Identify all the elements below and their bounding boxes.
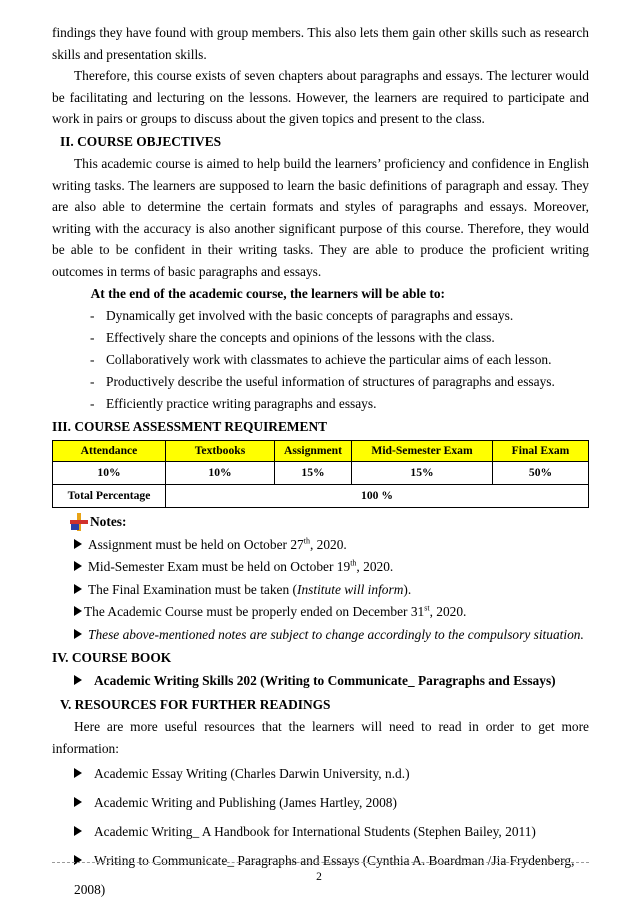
dash-marker: - — [90, 395, 95, 411]
table-cell: 15% — [275, 461, 352, 484]
table-row — [53, 461, 589, 484]
arrow-bullet-icon — [74, 629, 82, 639]
list-item: Writing to Communicate_ Paragraphs and Essays (Cynthia A. Boardman /Jia Frydenberg, 2008) — [74, 853, 575, 898]
column-header: Mid-Semester Exam — [352, 440, 493, 461]
assessment-heading: III. COURSE ASSESSMENT REQUIREMENT — [52, 418, 328, 434]
list-item: Academic Writing_ A Handbook for International Students (Stephen Bailey, 2011) — [74, 817, 589, 846]
arrow-bullet-icon — [74, 561, 82, 571]
dash-marker: - — [90, 329, 95, 345]
column-header: Final Exam — [493, 440, 589, 461]
arrow-bullet-icon — [74, 584, 82, 594]
table-header-row — [53, 440, 589, 461]
note-item: The Final Examination must be taken (Institute will inform). — [74, 579, 589, 602]
arrow-bullet-icon — [74, 675, 82, 685]
table-cell: 10% — [166, 461, 275, 484]
table-cell: 10% — [53, 461, 166, 484]
column-header: Textbooks — [166, 440, 275, 461]
arrow-bullet-icon — [74, 797, 82, 807]
arrow-bullet-icon — [74, 826, 82, 836]
list-item: - Collaboratively work with classmates to achieve the particular aims of each lesson. — [90, 349, 589, 371]
document-page — [52, 22, 589, 904]
dash-marker: - — [90, 373, 95, 389]
arrow-bullet-icon — [74, 606, 82, 616]
list-item: - Efficiently practice writing paragraphs and essays. — [90, 393, 589, 415]
note-item: Mid-Semester Exam must be held on October 19th, 2020. — [74, 556, 589, 579]
objectives-subheading — [74, 283, 589, 305]
list-item: - Productively describe the useful information of structures of paragraphs and essays. — [90, 371, 589, 393]
note-item: The Academic Course must be properly ended on December 31st, 2020. — [74, 601, 589, 624]
dash-marker: - — [90, 307, 95, 323]
notes-section — [52, 510, 589, 647]
column-header: Assignment — [275, 440, 352, 461]
resources-heading: V. RESOURCES FOR FURTHER READINGS — [60, 697, 331, 713]
objectives-heading: II. COURSE OBJECTIVES — [60, 133, 222, 149]
table-cell: 15% — [352, 461, 493, 484]
course-book-title: Academic Writing Skills 202 (Writing to Communicate_ Paragraphs and Essays) — [74, 669, 589, 693]
list-item: Academic Writing and Publishing (James Hartley, 2008) — [74, 788, 589, 817]
column-header: Attendance — [53, 440, 166, 461]
arrow-bullet-icon — [74, 539, 82, 549]
arrow-bullet-icon — [74, 855, 82, 865]
list-item: - Dynamically get involved with the basic concepts of paragraphs and essays. — [90, 305, 589, 327]
table-cell: 50% — [493, 461, 589, 484]
note-item: These above-mentioned notes are subject to change accordingly to the compulsory situation. — [74, 624, 589, 647]
total-value-cell: 100 % — [166, 484, 589, 507]
list-item: Academic Essay Writing (Charles Darwin University, n.d.) — [74, 759, 589, 788]
resources-intro: Here are more useful resources that the learners will need to read in order to get more information: — [52, 719, 589, 756]
intro-paragraph-1: findings they have found with group members. This also lets them gain other skills such as research skills and presentation skills. — [52, 25, 589, 62]
intro-paragraph-2: Therefore, this course exists of seven chapters about paragraphs and essays. The lecturer would be facilitating and lecturing on the lessons. However, the learners are required to participate and work in pairs or groups to discuss about the given topics and present to the class. — [52, 68, 589, 127]
list-item: - Effectively share the concepts and opinions of the lessons with the class. — [90, 327, 589, 349]
footer-divider — [52, 862, 589, 863]
course-book-heading: IV. COURSE BOOK — [52, 650, 172, 666]
total-label-cell: Total Percentage — [53, 484, 166, 507]
objectives-list — [52, 305, 589, 415]
pushpin-icon — [70, 513, 88, 531]
note-item: Assignment must be held on October 27th, 2020. — [74, 534, 589, 557]
assessment-table — [52, 440, 589, 508]
table-row — [53, 484, 589, 507]
arrow-bullet-icon — [74, 768, 82, 778]
objectives-paragraph: This academic course is aimed to help build the learners’ proficiency and confidence in English writing tasks. The learners are supposed to learn the basic definitions of paragraph and essay. They are also able to determine the certain formats and styles of paragraphs and essays. Moreover, writing with the accuracy is also another significant purpose of this course. Therefore, they would be able to be confident in their writing tasks. They are able to produce the proficient writing outcomes in terms of basic paragraphs and essays. — [52, 155, 589, 279]
page-number: 2 — [316, 871, 322, 883]
dash-marker: - — [90, 351, 95, 367]
objectives-subheading-text: At the end of the academic course, the learners will be able to: — [90, 285, 446, 301]
notes-title: Notes: — [70, 510, 589, 534]
